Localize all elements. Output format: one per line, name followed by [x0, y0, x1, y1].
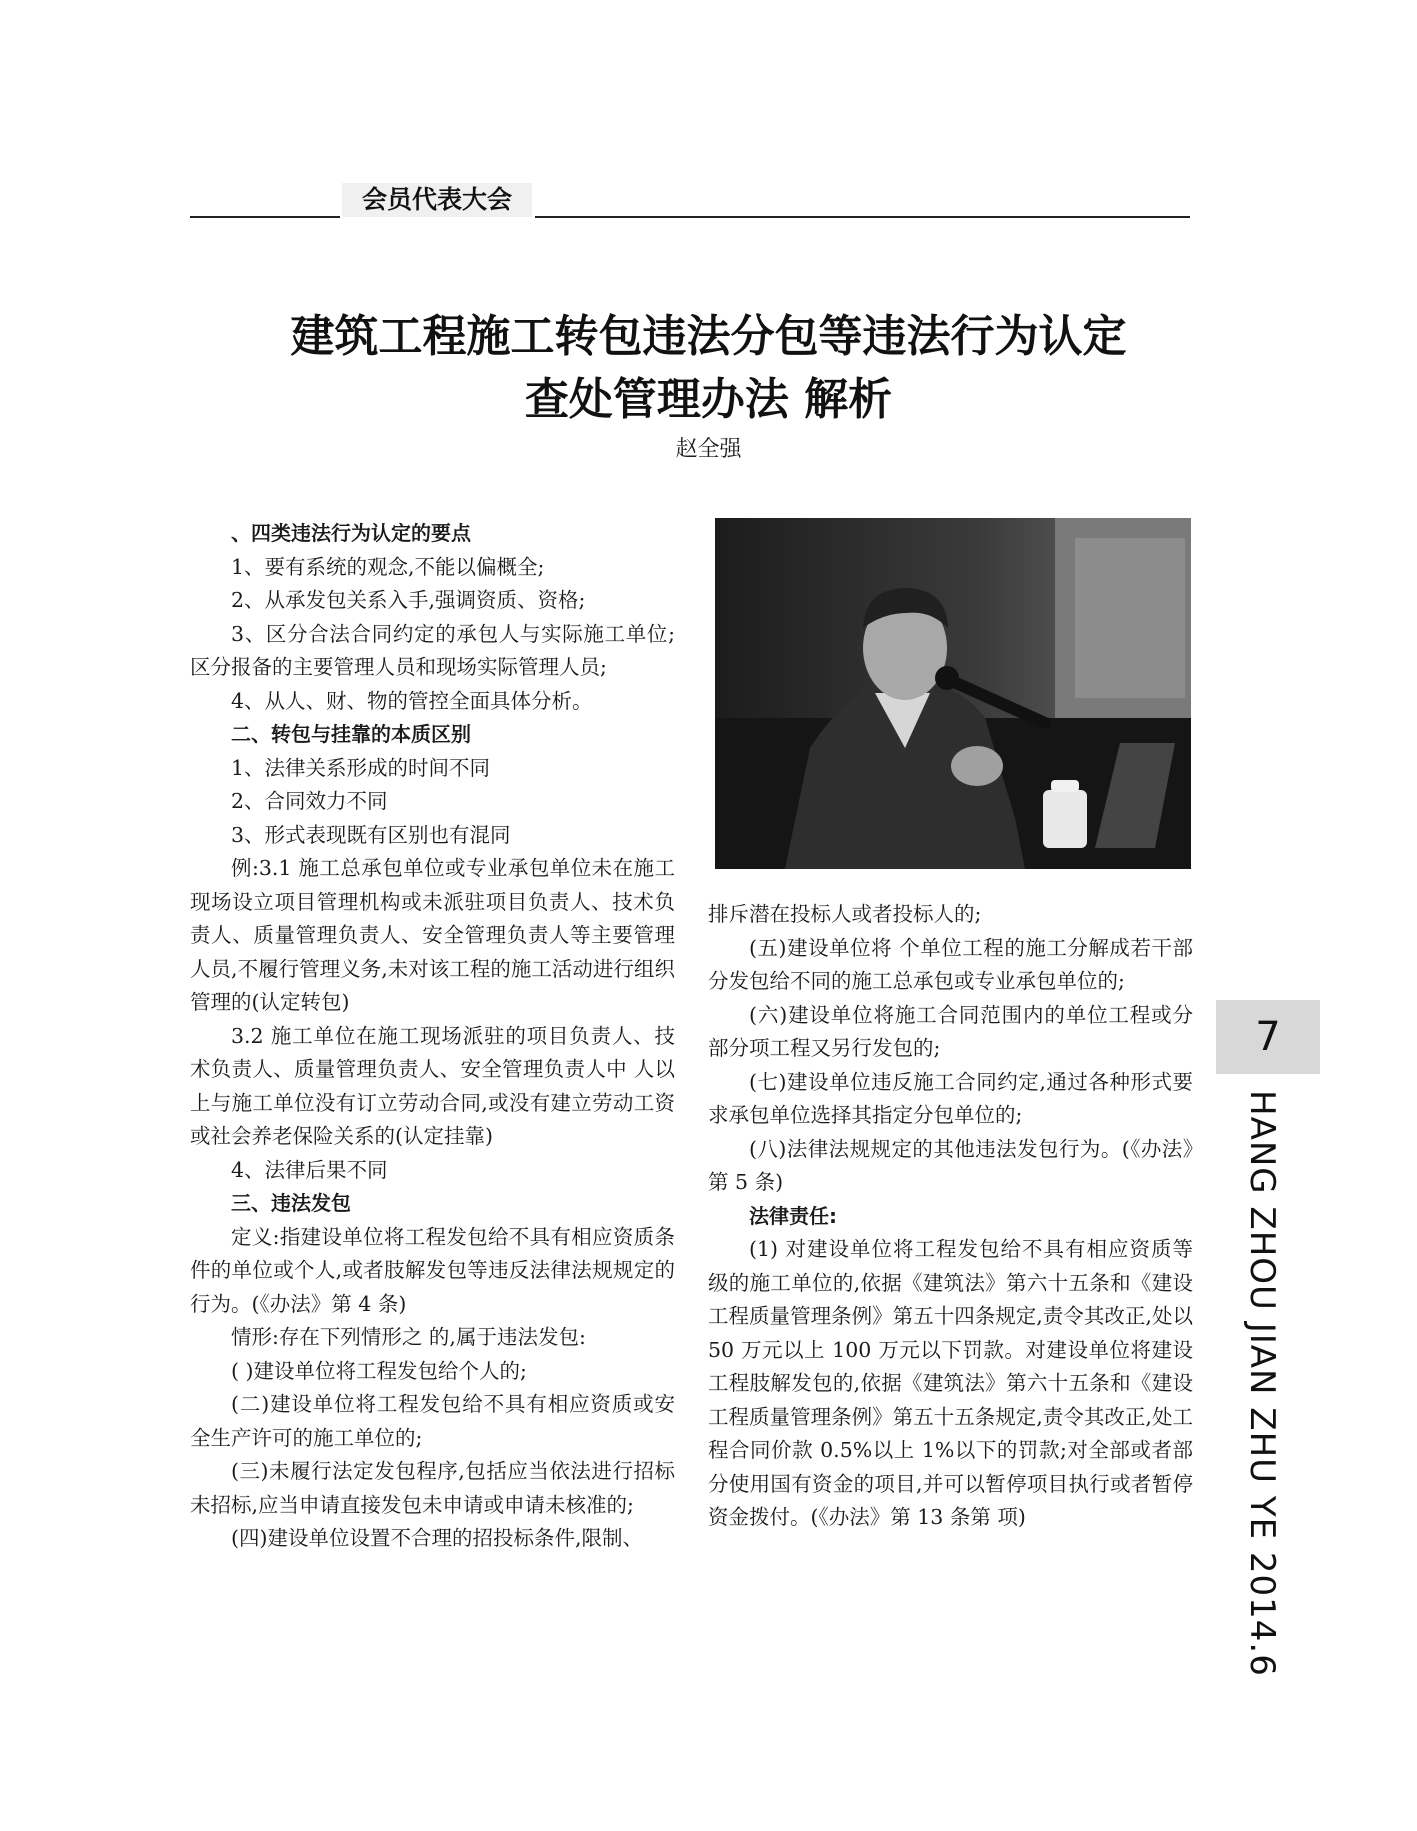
left-paragraph: 4、法律后果不同	[231, 1157, 388, 1182]
left-paragraph: 定义:指建设单位将工程发包给不具有相应资质条件的单位或个人,或者肢解发包等违反法律法规规定的行为。(《办法》第 4 条)	[190, 1224, 675, 1316]
left-column	[190, 517, 675, 1556]
left-heading: 、四类违法行为认定的要点	[231, 521, 471, 545]
page-number-tab: 7	[1216, 1000, 1320, 1074]
right-paragraph: 排斥潜在投标人或者投标人的;	[708, 902, 982, 926]
left-paragraph: 例:3.1 施工总承包单位或专业承包单位未在施工现场设立项目管理机构或未派驻项目负责人、技术负责人、质量管理负责人、安全管理负责人等主要管理人员,不履行管理义务,未对该工程的施工活动进行组织管理的(认定转包)	[190, 856, 675, 1014]
left-paragraph: 3、形式表现既有区别也有混同	[231, 822, 511, 847]
left-paragraph: (四)建设单位设置不合理的招投标条件,限制、	[231, 1526, 644, 1550]
right-paragraph: (八)法律法规规定的其他违法发包行为。(《办法》第 5 条)	[708, 1136, 1193, 1194]
right-paragraph: (七)建设单位违反施工合同约定,通过各种形式要求承包单位选择其指定分包单位的;	[708, 1069, 1193, 1127]
speaker-photo	[715, 518, 1191, 869]
left-paragraph: 情形:存在下列情形之 的,属于违法发包:	[231, 1325, 586, 1349]
article-title-line2: 查处管理办法 解析	[524, 374, 893, 425]
article-title-line1: 建筑工程施工转包违法分包等违法行为认定	[290, 311, 1127, 362]
journal-vertical-label: HANG ZHOU JIAN ZHU YE 2014.6	[1242, 1090, 1282, 1677]
left-paragraph: ( )建设单位将工程发包给个人的;	[231, 1358, 527, 1383]
author: 赵全强	[675, 437, 742, 462]
left-paragraph: (三)未履行法定发包程序,包括应当依法进行招标未招标,应当申请直接发包未申请或申请未核准的;	[190, 1459, 675, 1517]
left-paragraph: 2、合同效力不同	[231, 789, 388, 813]
right-paragraph: (六)建设单位将施工合同范围内的单位工程或分部分项工程又另行发包的;	[708, 1002, 1193, 1060]
left-paragraph: 4、从人、财、物的管控全面具体分析。	[231, 688, 593, 713]
section-header	[190, 183, 1190, 223]
right-paragraph: (五)建设单位将 个单位工程的施工分解成若干部分发包给不同的施工总承包或专业承包单位的;	[708, 935, 1193, 993]
right-column	[708, 898, 1193, 1535]
left-paragraph: (二)建设单位将工程发包给不具有相应资质或安全生产许可的施工单位的;	[190, 1392, 675, 1450]
left-paragraph: 1、法律关系形成的时间不同	[231, 755, 491, 780]
left-heading: 二、转包与挂靠的本质区别	[231, 722, 471, 746]
left-paragraph: 3.2 施工单位在施工现场派驻的项目负责人、技术负责人、质量管理负责人、安全管理负责人中 人以上与施工单位没有订立劳动合同,或没有建立劳动工资或社会养老保险关系的(认定挂靠)	[190, 1023, 675, 1148]
right-paragraph: (1) 对建设单位将工程发包给不具有相应资质等级的施工单位的,依据《建筑法》第六十五条和《建设工程质量管理条例》第五十四条规定,责令其改正,处以 50 万元以上 100 万元以下罚款。对建设单位将建设工程肢解发包的,依据《建筑法》第六十五条和《建设工程质量管理条例》第五十五条规定,责令其改正,处工程合同价款 0.5%以上 1%以下的罚款;对全部或者部分使用国有资金的项目,并可以暂停项目执行或者暂停资金拨付。(《办法》第 13 条第 项)	[708, 1237, 1193, 1529]
left-paragraph: 1、要有系统的观念,不能以偏概全;	[231, 554, 545, 579]
left-paragraph: 2、从承发包关系入手,强调资质、资格;	[231, 588, 586, 612]
right-heading: 法律责任:	[749, 1203, 837, 1228]
left-paragraph: 3、区分合法合同约定的承包人与实际施工单位;区分报备的主要管理人员和现场实际管理人员;	[190, 621, 675, 679]
left-heading: 三、违法发包	[231, 1191, 351, 1215]
section-rule-right	[535, 216, 1190, 218]
section-tag: 会员代表大会	[342, 183, 532, 217]
section-rule-left	[190, 216, 340, 218]
